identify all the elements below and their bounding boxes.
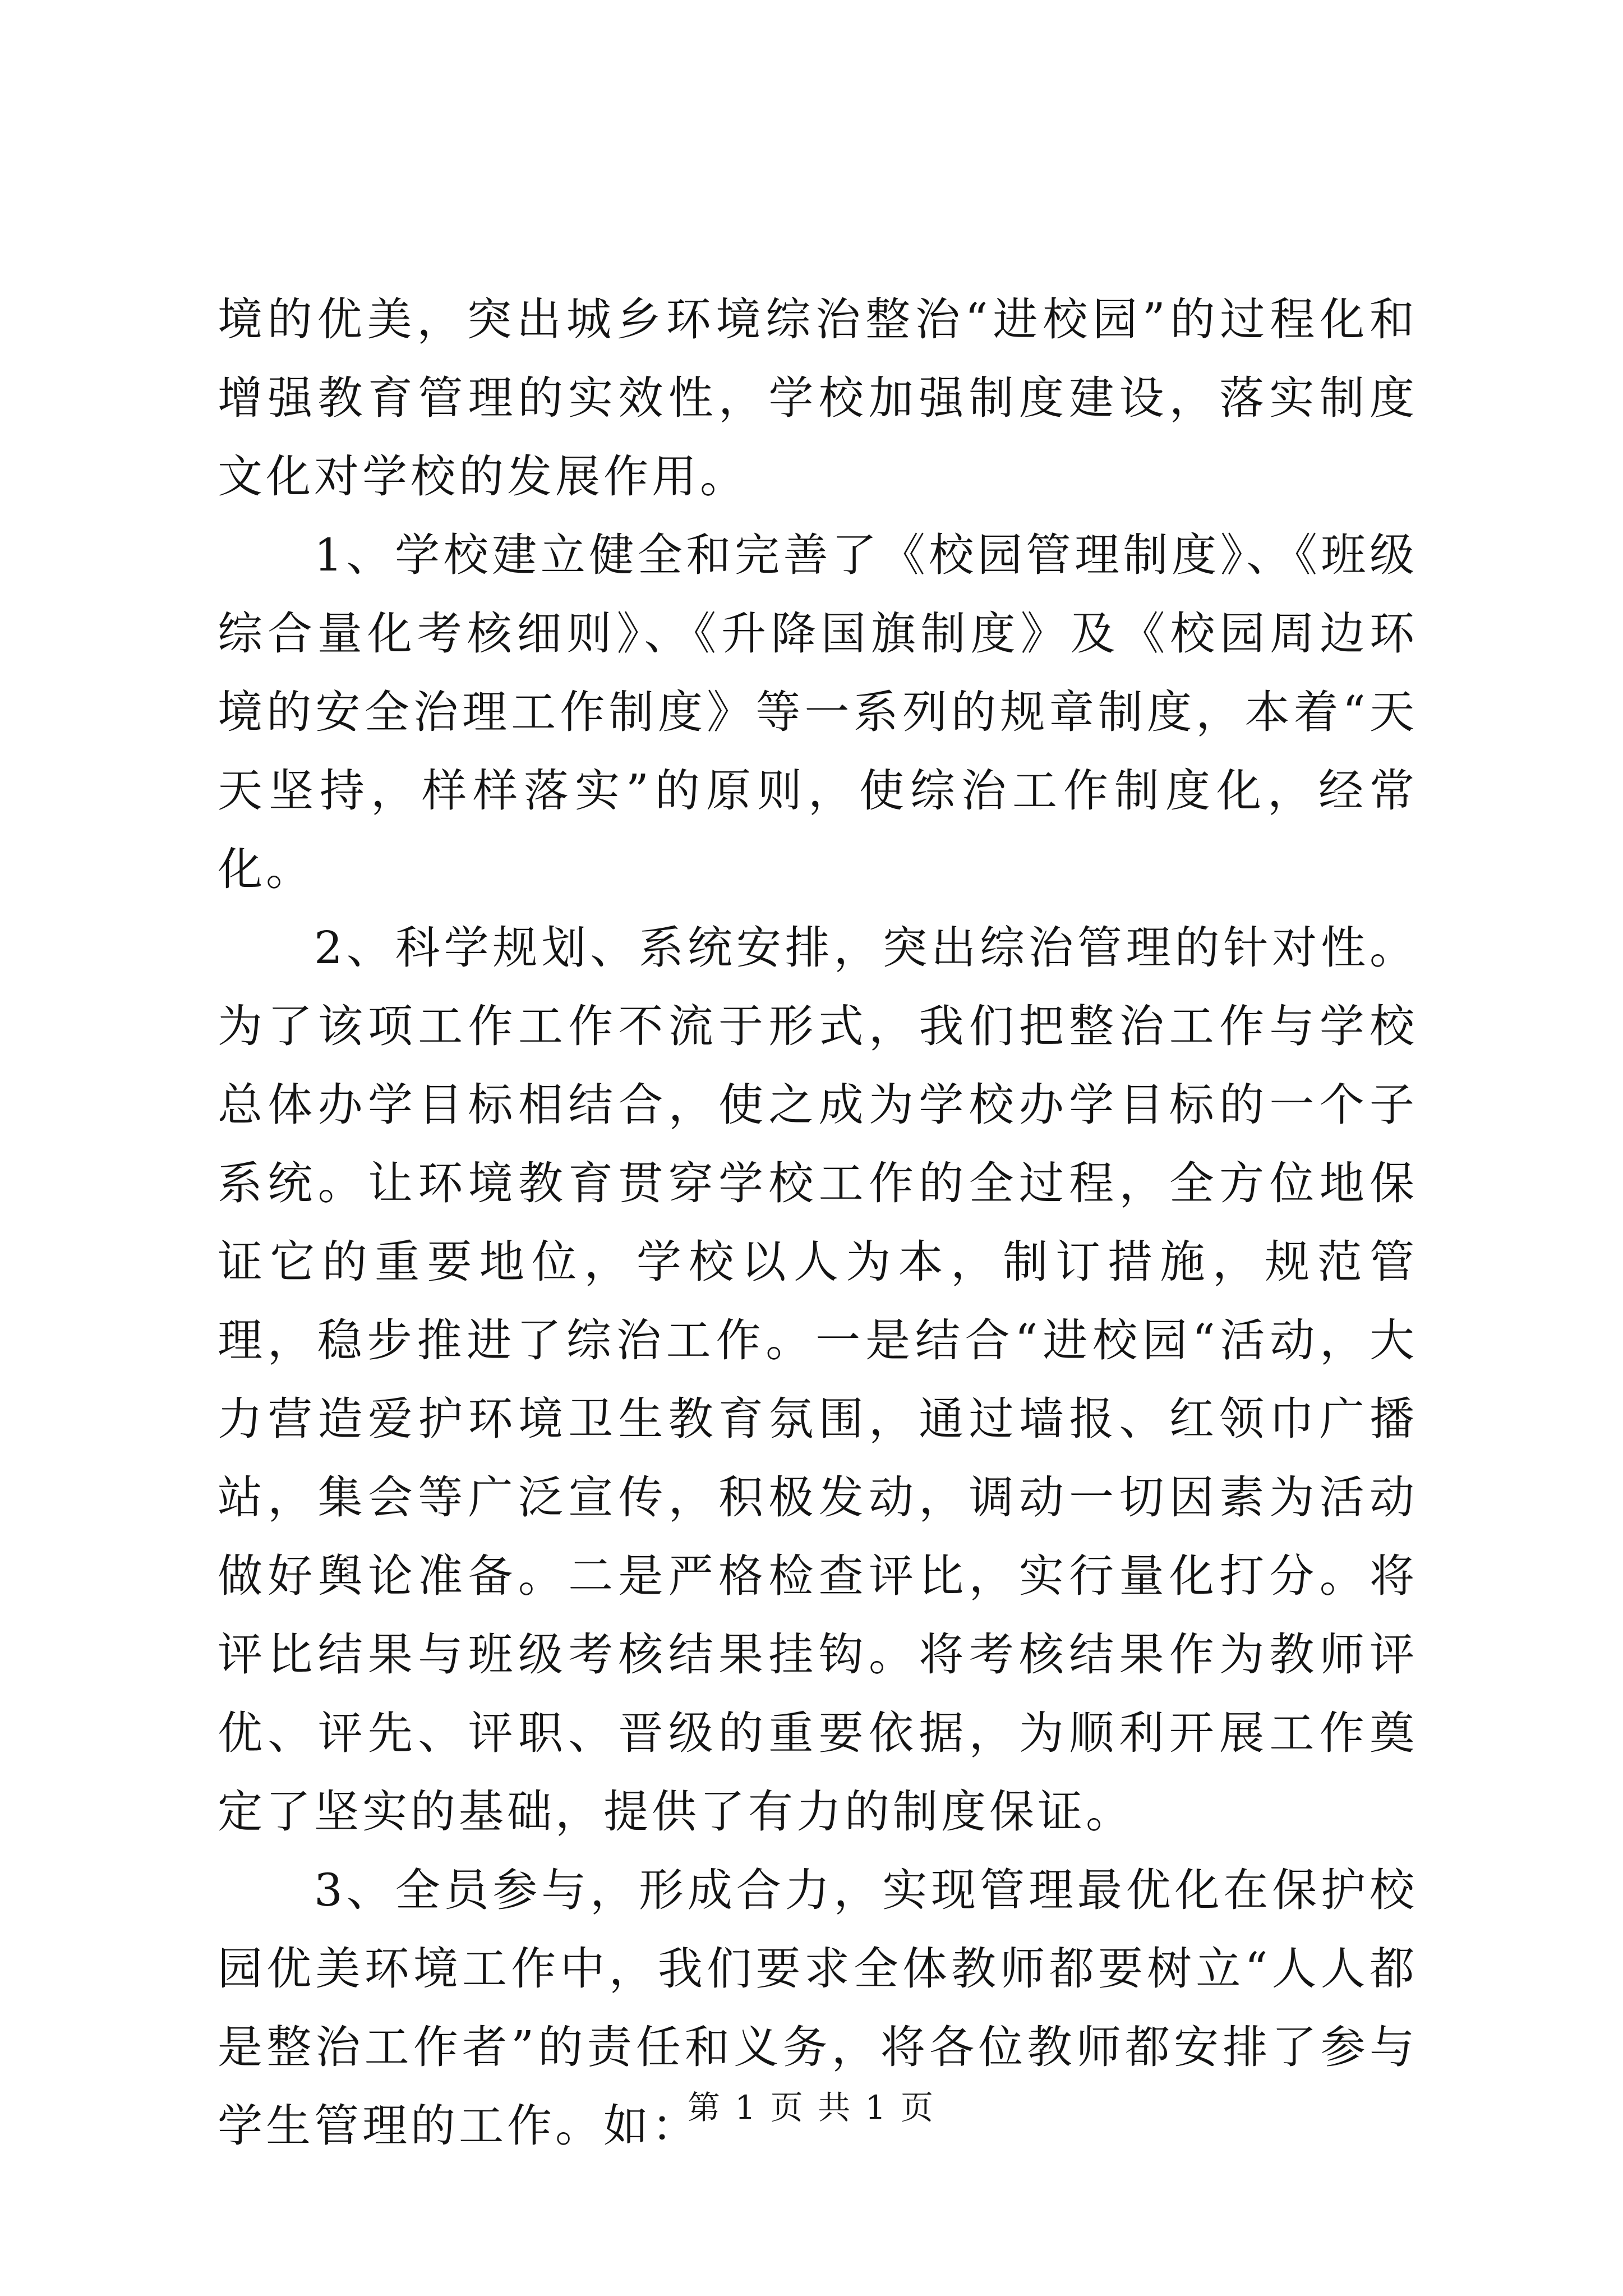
paragraph-item-1: 1、学校建立健全和完善了《校园管理制度》、《班级综合量化考核细则》、《升降国旗制度》及《校园周边环境的安全治理工作制度》等一系列的规章制度，本着“天天坚持，样样落实”的原则，使综治工作制度化，经常化。 bbox=[218, 529, 1418, 895]
page-footer: 第 1 页 共 1 页 bbox=[688, 2088, 935, 2127]
document-body bbox=[218, 280, 1418, 2165]
paragraph-item-3: 3、全员参与，形成合力，实现管理最优化在保护校园优美环境工作中，我们要求全体教师都要树立“人人都是整治工作者”的责任和义务，将各位教师都安排了参与学生管理的工作。如： bbox=[218, 1864, 1418, 2152]
paragraph-item-2: 2、科学规划、系统安排，突出综治管理的针对性。为了该项工作工作不流于形式，我们把整治工作与学校总体办学目标相结合，使之成为学校办学目标的一个子系统。让环境教育贯穿学校工作的全过程，全方位地保证它的重要地位，学校以人为本，制订措施，规范管理，稳步推进了综治工作。一是结合“进校园“活动，大力营造爱护环境卫生教育氛围，通过墙报、红领巾广播站，集会等广泛宣传，积极发动，调动一切因素为活动做好舆论准备。二是严格检查评比，实行量化打分。将评比结果与班级考核结果挂钩。将考核结果作为教师评优、评先、评职、晋级的重要依据，为顺利开展工作奠定了坚实的基础，提供了有力的制度保证。 bbox=[218, 922, 1418, 1838]
paragraph-continuation: 境的优美，突出城乡环境综治整治“进校园”的过程化和增强教育管理的实效性，学校加强制度建设，落实制度文化对学校的发展作用。 bbox=[218, 293, 1418, 503]
